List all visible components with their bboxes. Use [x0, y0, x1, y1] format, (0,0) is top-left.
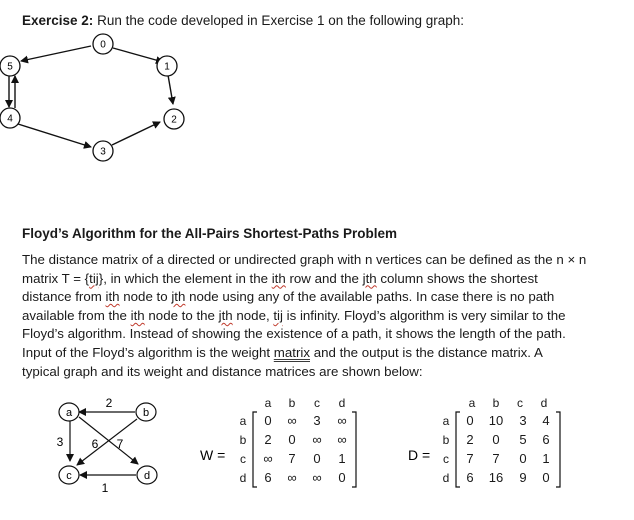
exercise-label: Exercise 2:: [22, 13, 94, 28]
svg-text:a: a: [65, 407, 73, 419]
matrix-cell: 2: [466, 432, 474, 447]
distance-matrix: [404, 394, 584, 500]
matrix-cell: ∞: [263, 451, 273, 466]
right-bracket: [556, 412, 560, 487]
matrix-label: W =: [200, 447, 226, 463]
node-1: [157, 56, 177, 76]
node-4: [0, 108, 20, 128]
matrix-cell: ∞: [337, 432, 347, 447]
matrix-cell: 3: [313, 413, 321, 428]
col-header: b: [288, 396, 296, 410]
matrix-cell: 0: [466, 413, 474, 428]
node-2: [164, 109, 184, 129]
right-bracket: [352, 412, 356, 487]
row-header: a: [442, 414, 450, 428]
matrix-cell: 0: [338, 470, 346, 485]
weight-matrix: [196, 394, 366, 500]
row-header: d: [442, 471, 450, 485]
svg-text:2: 2: [171, 114, 177, 126]
matrix-cell: ∞: [312, 470, 322, 485]
exercise-heading: [22, 13, 464, 28]
paragraph-line: Floyd’s algorithm. Instead of showing the existence of a path, it shows the length of the path.: [22, 326, 566, 342]
node-a: [59, 403, 79, 421]
matrix-cell: 7: [288, 451, 296, 466]
weight-label: 3: [56, 435, 64, 449]
left-bracket: [456, 412, 460, 487]
weight-label: 7: [116, 437, 124, 451]
matrix-cell: 10: [488, 413, 504, 428]
paragraph-line: The distance matrix of a directed or undirected graph with n vertices can be defined as the n × n: [22, 252, 587, 267]
node-3: [93, 141, 113, 161]
matrix-cell: 1: [542, 451, 550, 466]
svg-text:b: b: [142, 407, 150, 419]
svg-text:4: 4: [7, 113, 13, 125]
left-bracket: [253, 412, 257, 487]
row-header: b: [442, 433, 450, 447]
node-d: [137, 466, 157, 484]
row-header: a: [239, 414, 247, 428]
matrix-cell: ∞: [337, 413, 347, 428]
matrix-cell: 6: [264, 470, 272, 485]
svg-text:3: 3: [100, 146, 106, 158]
matrix-cell: 0: [519, 451, 527, 466]
node-c: [59, 466, 79, 484]
matrix-cell: ∞: [287, 470, 297, 485]
matrix-cell: 0: [542, 470, 550, 485]
col-header: a: [468, 396, 476, 410]
col-header: c: [314, 396, 320, 410]
matrix-cell: 0: [264, 413, 272, 428]
col-header: a: [264, 396, 272, 410]
weight-label: 1: [101, 481, 109, 495]
matrix-cell: 1: [338, 451, 346, 466]
matrix-cell: 3: [519, 413, 527, 428]
svg-text:1: 1: [164, 61, 170, 73]
matrix-cell: 16: [488, 470, 504, 485]
matrix-cell: 6: [542, 432, 550, 447]
row-header: c: [240, 452, 246, 466]
weight-label: 2: [105, 396, 113, 410]
row-header: b: [239, 433, 247, 447]
row-header: d: [239, 471, 247, 485]
section-title: Floyd’s Algorithm for the All-Pairs Shortest-Paths Problem: [22, 226, 398, 241]
paragraph-line: Input of the Floyd’s algorithm is the weight matrix and the output is the distance matrix. A: [22, 344, 543, 360]
exercise-graph: [0, 30, 200, 170]
svg-text:c: c: [66, 470, 72, 482]
row-header: c: [443, 452, 449, 466]
matrix-cell: 0: [288, 432, 296, 447]
matrix-cell: 6: [466, 470, 474, 485]
matrix-cell: ∞: [287, 413, 297, 428]
exercise-text: Run the code developed in Exercise 1 on the following graph:: [93, 13, 465, 28]
col-header: d: [338, 396, 346, 410]
matrix-cell: 2: [264, 432, 272, 447]
node-b: [136, 403, 156, 421]
node-5: [0, 56, 20, 76]
col-header: d: [540, 396, 548, 410]
edge-0-1: [113, 48, 163, 62]
matrix-cell: 7: [466, 451, 474, 466]
matrix-cell: 0: [313, 451, 321, 466]
paragraph-line: available from the ith node to the jth node, tij is infinity. Floyd’s algorithm is very similar to the: [22, 307, 566, 323]
svg-text:d: d: [143, 470, 151, 482]
svg-text:5: 5: [7, 61, 13, 73]
col-header: c: [517, 396, 523, 410]
matrix-cell: 5: [519, 432, 527, 447]
paragraph-line: typical graph and its weight and distance matrices are shown below:: [22, 363, 423, 379]
floyd-graph: [50, 392, 170, 502]
paragraph-line: distance from ith node to jth node using any of the available paths. In case there is no path: [22, 289, 555, 305]
edge-3-2: [112, 122, 160, 145]
matrix-cell: ∞: [312, 432, 322, 447]
edge-1-2: [168, 75, 173, 104]
col-header: b: [492, 396, 500, 410]
paragraph-line: matrix T = {tij}, in which the element in the ith row and the jth column shows the shortest: [22, 270, 538, 286]
svg-text:0: 0: [100, 39, 106, 51]
edge-0-5: [21, 46, 91, 61]
edge-4-3: [18, 124, 91, 147]
paragraph: [22, 251, 627, 381]
matrix-label: D =: [408, 447, 431, 463]
edge-b-c: [77, 419, 137, 465]
weight-label: 6: [91, 437, 99, 451]
matrix-cell: 7: [492, 451, 500, 466]
matrix-cell: 0: [492, 432, 500, 447]
matrix-cell: 4: [542, 413, 550, 428]
node-0: [93, 34, 113, 54]
matrix-cell: 9: [519, 470, 527, 485]
